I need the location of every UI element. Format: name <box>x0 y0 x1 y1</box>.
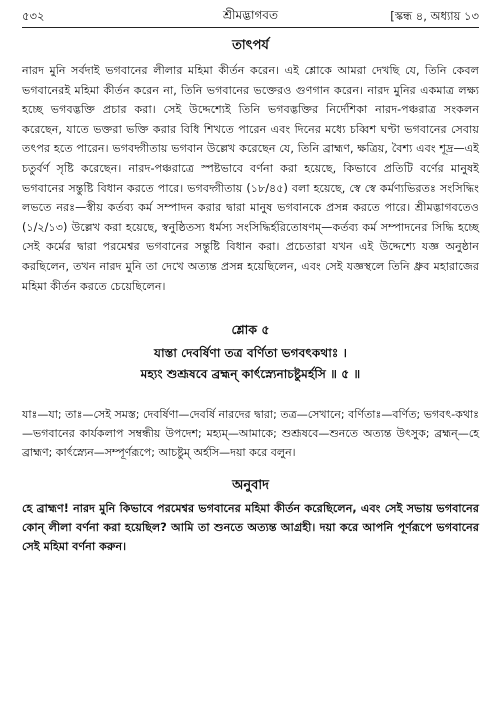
verse-heading: শ্লোক ৫ <box>231 322 270 338</box>
purport-text: নারদ মুনি সর্বদাই ভগবানের লীলার মহিমা কীর্তন করেন। এই শ্লোকে আমরা দেখছি যে, তিনি কেবল ভগবানেরই মহিমা কীর্তন করেন না, তিনি ভগবানের ভক্তেরও গুণগান করেন। নারদ মুনির একমাত্র লক্ষ্য হচ্ছে ভগবদ্ভক্তি প্রচার করা। সেই উদ্দেশ্যেই তিনি ভগবদ্ভক্তির নির্দেশিকা নারদ-পঞ্চরাত্র সংকলন করেছেন, যাতে ভক্তরা ভক্তি করার বিধি শিখতে পারেন এবং দিনের মধ্যে চব্বিশ ঘণ্টা ভগবানের সেবায় তৎপর হতে পারেন। ভগবদ্গীতায় ভগবান উল্লেখ করেছেন যে, তিনি ব্রাহ্মণ, ক্ষত্রিয়, বৈশ্য এবং শূদ্র—এই চতুর্বর্ণ সৃষ্টি করেছেন। নারদ-পঞ্চরাত্রে স্পষ্টভাবে বর্ণনা করা হয়েছে, কিভাবে প্রতিটি বর্ণের মানুষই ভগবানের সন্তুষ্টি বিধান করতে পারে। ভগবদ্গীতায় (১৮/৪৫) বলা হয়েছে, স্বে স্বে কর্মণ্যভিরতঃ সংসিদ্ধিং লভতে নরঃ—স্বীয় কর্তব্য কর্ম সম্পাদন করার দ্বারা মানুষ ভগবানকে প্রসন্ন করতে পারে। শ্রীমদ্ভাগবতেও (১/২/১৩) উল্লেখ করা হয়েছে, স্বনুষ্ঠিতস্য ধর্মস্য সংসিদ্ধির্হরিতোষণম্—কর্তব্য কর্ম সম্পাদনের সিদ্ধি হচ্ছে সেই কর্মের দ্বারা পরমেশ্বর ভগবানের সন্তুষ্টি বিধান করা। প্রচেতারা যখন এই উদ্দেশ্যে যজ্ঞ অনুষ্ঠান করছিলেন, তখন নারদ মুনি তা দেখে অত্যন্ত প্রসন্ন হয়েছিলেন, এবং সেই যজ্ঞস্থলে তিনি ধ্রুব মহারাজের মহিমা কীর্তন করতে চেয়েছিলেন। <box>22 64 479 293</box>
translation-text: হে ব্রাহ্মণ! নারদ মুনি কিভাবে পরমেশ্বর ভগবানের মহিমা কীর্তন করেছিলেন, এবং সেই সভায় ভগবানের কোন্ লীলা বর্ণনা করা হয়েছিল? আমি তা শুনতে অত্যন্ত আগ্রহী। দয়া করে আপনি পূর্ণরূপে ভগবানের সেই মহিমা বর্ণনা করুন। <box>22 502 479 554</box>
page-body <box>22 36 479 556</box>
page-number: ৫৩২ <box>22 9 45 23</box>
header-divider <box>22 27 479 28</box>
translation-heading: অনুবাদ <box>232 478 269 494</box>
synonyms-text: যাঃ—যা; তাঃ—সেই সমস্ত; দেবর্ষিণা—দেবর্ষি নারদের দ্বারা; তত্র—সেখানে; বর্ণিতাঃ—বর্ণিত; ভগবৎ-কথাঃ—ভগবানের কার্যকলাপ সম্বন্ধীয় উপদেশ; মহ্যম্—আমাকে; শুশ্রূষবে—শুনতে অত্যন্ত উৎসুক; ব্রহ্মন্—হে ব্রাহ্মণ; কার্ৎস্ন্যেন—সম্পূর্ণরূপে; আচষ্টুম্ অর্হসি—দয়া করে বলুন। <box>22 408 479 460</box>
chapter-reference: [স্কন্ধ ৪, অধ্যায় ১৩ <box>390 9 479 23</box>
verse-line-1: যাস্তা দেবর্ষিণা তত্র বর্ণিতা ভগবৎকথাঃ । <box>154 346 347 361</box>
book-title: শ্রীমদ্ভাগবত <box>222 8 278 22</box>
verse-line-2: মহ্যং শুশ্রূষবে ব্রহ্মন্ কার্ৎস্ন্যেনাচষ্টুমর্হসি ॥ ৫ ॥ <box>140 367 361 382</box>
purport-heading: তাৎপর্য <box>232 38 269 53</box>
running-header <box>22 6 479 28</box>
